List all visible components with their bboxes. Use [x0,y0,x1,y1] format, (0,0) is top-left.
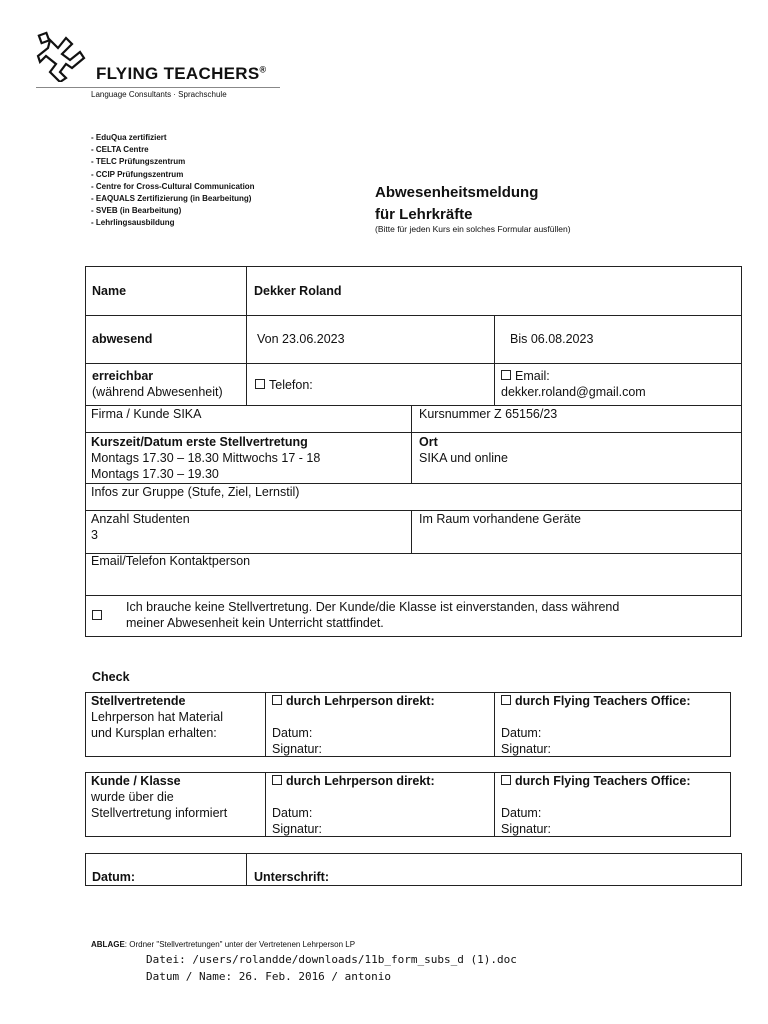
document-date-name: Datum / Name: 26. Feb. 2016 / antonio [146,970,392,983]
flying-teachers-logo-icon [36,30,86,82]
no-substitute-checkbox[interactable] [92,610,102,620]
signature-field[interactable]: Unterschrift: [254,870,330,884]
archive-note: ABLAGE: Ordner "Stellvertretungen" unter der Vertretenen Lehrperson LP [91,940,356,949]
teacher-direct-check[interactable]: durch Lehrperson direkt: Datum: Signatur: [272,694,435,756]
brand-tagline: Language Consultants · Sprachschule [91,90,227,99]
email-option[interactable]: Email: dekker.roland@gmail.com [501,369,646,399]
certification-list [91,132,255,230]
course-time-field[interactable]: Kurszeit/Datum erste Stellvertretung Montags 17.30 – 18.30 Mittwochs 17 - 18 Montags 17.30 – 19.30 [91,435,321,481]
absent-label: abwesend [92,332,153,346]
certification-item: - TELC Prüfungszentrum [91,157,186,167]
certification-item: - Centre for Cross-Cultural Communication [91,181,255,191]
students-field[interactable]: Anzahl Studenten 3 [91,512,190,542]
certification-item: - CELTA Centre [91,145,149,155]
company-field[interactable]: Firma / Kunde SIKA [91,407,202,421]
office-check[interactable]: durch Flying Teachers Office: Datum: Signatur: [501,774,691,836]
certification-item: - CCIP Prüfungszentrum [91,169,184,179]
place-field[interactable]: Ort SIKA und online [419,435,508,465]
document-title: Abwesenheitsmeldung für Lehrkräfte [375,184,539,223]
teacher-direct-check[interactable]: durch Lehrperson direkt: Datum: Signatur: [272,774,435,836]
check-heading: Check [92,670,130,684]
client-informed-label: Kunde / Klasse wurde über die Stellvertretung informiert [91,774,228,820]
name-label: Name [92,284,127,298]
email-value: dekker.roland@gmail.com [501,385,646,399]
sign-date-field[interactable]: Datum: [92,870,136,884]
absent-from-value[interactable]: Von 23.06.2023 [257,332,345,346]
checkbox-icon[interactable] [272,775,282,785]
file-path: Datei: /users/rolandde/downloads/11b_form_subs_d (1).doc [146,953,517,966]
group-info-field[interactable]: Infos zur Gruppe (Stufe, Ziel, Lernstil) [91,485,300,499]
certification-item: - EduQua zertifiziert [91,133,167,142]
certification-item: - EAQUALS Zertifizierung (in Bearbeitung) [91,194,252,204]
contact-person-field[interactable]: Email/Telefon Kontaktperson [91,554,251,568]
certification-item: - SVEB (in Bearbeitung) [91,206,182,216]
checkbox-icon[interactable] [501,695,511,705]
checkbox-icon[interactable] [272,695,282,705]
certification-item: - Lehrlingsausbildung [91,218,175,228]
phone-option[interactable]: Telefon: [255,377,313,393]
brand-name: FLYING TEACHERS® [96,64,267,83]
checkbox-icon[interactable] [501,775,511,785]
office-check[interactable]: durch Flying Teachers Office: Datum: Signatur: [501,694,691,756]
checkbox-icon[interactable] [255,379,265,389]
document-subtitle: (Bitte für jeden Kurs ein solches Formular ausfüllen) [375,224,571,234]
course-number-field[interactable]: Kursnummer Z 65156/23 [419,407,558,421]
name-value[interactable]: Dekker Roland [254,284,342,298]
substitute-material-label: Stellvertretende Lehrperson hat Material und Kursplan erhalten: [91,694,224,740]
no-substitute-text: Ich brauche keine Stellvertretung. Der Kunde/die Klasse ist einverstanden, dass während meiner Abwesenheit kein Unterricht stattfindet. [126,600,620,630]
devices-field[interactable]: Im Raum vorhandene Geräte [419,512,581,526]
checkbox-icon[interactable] [501,370,511,380]
absent-to-value[interactable]: Bis 06.08.2023 [510,332,594,346]
reachable-label: erreichbar (während Abwesenheit) [92,369,223,399]
brand-divider [36,87,280,88]
